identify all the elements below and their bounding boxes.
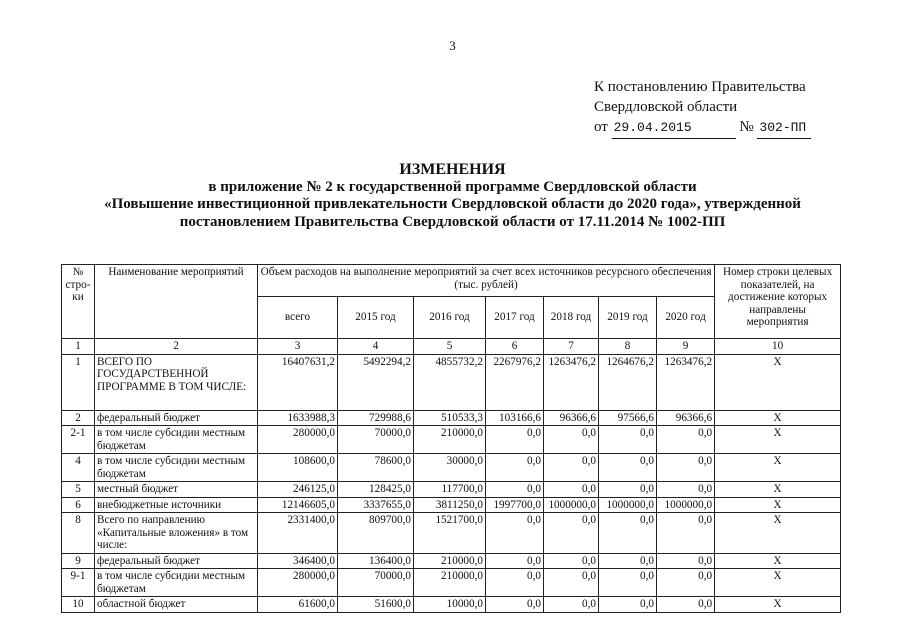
target-index: X bbox=[715, 354, 841, 410]
value-2015: 136400,0 bbox=[338, 553, 414, 569]
value-2020: 0,0 bbox=[657, 597, 715, 613]
col-number: 2 bbox=[95, 339, 258, 355]
col-number: 6 bbox=[486, 339, 544, 355]
value-2017: 0,0 bbox=[486, 426, 544, 454]
number-prefix: № bbox=[739, 119, 754, 135]
value-2019: 0,0 bbox=[599, 569, 657, 597]
table-row bbox=[62, 426, 841, 454]
value-2017: 0,0 bbox=[486, 553, 544, 569]
value-2016: 10000,0 bbox=[414, 597, 486, 613]
value-total: 16407631,2 bbox=[258, 354, 338, 410]
value-2020: 0,0 bbox=[657, 553, 715, 569]
header-total: всего bbox=[258, 297, 338, 339]
value-2017: 103166,6 bbox=[486, 410, 544, 426]
header-2018: 2018 год bbox=[544, 297, 599, 339]
row-number: 2-1 bbox=[62, 426, 95, 454]
value-2015: 128425,0 bbox=[338, 482, 414, 498]
target-index: X bbox=[715, 497, 841, 513]
page-number: 3 bbox=[449, 38, 456, 53]
value-2020: 0,0 bbox=[657, 454, 715, 482]
col-number: 8 bbox=[599, 339, 657, 355]
header-row-no: № стро-ки bbox=[62, 265, 95, 339]
row-name: в том числе субсидии местным бюджетам bbox=[95, 569, 258, 597]
value-2017: 2267976,2 bbox=[486, 354, 544, 410]
title-line-3: «Повышение инвестиционной привлекательности Свердловской области до 2020 года», утвержденной bbox=[104, 196, 801, 212]
value-2017: 1997700,0 bbox=[486, 497, 544, 513]
row-number: 8 bbox=[62, 513, 95, 554]
table-row bbox=[62, 354, 841, 410]
approval-date-line bbox=[594, 117, 811, 139]
row-name: областной бюджет bbox=[95, 597, 258, 613]
value-2019: 0,0 bbox=[599, 454, 657, 482]
col-number: 9 bbox=[657, 339, 715, 355]
row-name: Всего по направлению «Капитальные вложения» в том числе: bbox=[95, 513, 258, 554]
row-name: в том числе субсидии местным бюджетам bbox=[95, 454, 258, 482]
target-index: X bbox=[715, 454, 841, 482]
target-index: X bbox=[715, 553, 841, 569]
row-number: 10 bbox=[62, 597, 95, 613]
table-body bbox=[62, 354, 841, 612]
value-2016: 117700,0 bbox=[414, 482, 486, 498]
col-number: 1 bbox=[62, 339, 95, 355]
approval-block bbox=[594, 77, 811, 139]
row-number: 9 bbox=[62, 553, 95, 569]
value-2018: 96366,6 bbox=[544, 410, 599, 426]
value-2016: 3811250,0 bbox=[414, 497, 486, 513]
col-number: 4 bbox=[338, 339, 414, 355]
approval-line-2: Свердловской области bbox=[594, 99, 738, 115]
table-row bbox=[62, 497, 841, 513]
value-total: 346400,0 bbox=[258, 553, 338, 569]
value-2019: 1264676,2 bbox=[599, 354, 657, 410]
value-2020: 96366,6 bbox=[657, 410, 715, 426]
value-2016: 30000,0 bbox=[414, 454, 486, 482]
table-row bbox=[62, 597, 841, 613]
value-2017: 0,0 bbox=[486, 513, 544, 554]
value-2016: 1521700,0 bbox=[414, 513, 486, 554]
col-number: 5 bbox=[414, 339, 486, 355]
value-2018: 0,0 bbox=[544, 553, 599, 569]
table-row bbox=[62, 410, 841, 426]
col-number: 7 bbox=[544, 339, 599, 355]
value-total: 12146605,0 bbox=[258, 497, 338, 513]
value-2015: 729988,6 bbox=[338, 410, 414, 426]
approval-date: 29.04.2015 bbox=[612, 118, 736, 139]
value-2017: 0,0 bbox=[486, 454, 544, 482]
approval-number: 302-ПП bbox=[757, 118, 811, 139]
value-2019: 0,0 bbox=[599, 513, 657, 554]
header-target: Номер строки целевых показателей, на достижение которых направлены мероприятия bbox=[715, 265, 841, 339]
target-index: X bbox=[715, 410, 841, 426]
row-number: 6 bbox=[62, 497, 95, 513]
table-row bbox=[62, 454, 841, 482]
value-2020: 0,0 bbox=[657, 482, 715, 498]
title-line-1: ИЗМЕНЕНИЯ bbox=[399, 161, 506, 178]
row-number: 5 bbox=[62, 482, 95, 498]
title-line-2: в приложение № 2 к государственной программе Свердловской области bbox=[208, 178, 697, 195]
table-row bbox=[62, 482, 841, 498]
row-number: 4 bbox=[62, 454, 95, 482]
value-2017: 0,0 bbox=[486, 482, 544, 498]
value-2018: 0,0 bbox=[544, 482, 599, 498]
header-volume: Объем расходов на выполнение мероприятий за счет всех источников ресурсного обеспечения (тыс. рублей) bbox=[258, 265, 715, 297]
value-2020: 0,0 bbox=[657, 426, 715, 454]
header-name: Наименование мероприятий bbox=[95, 265, 258, 339]
value-2017: 0,0 bbox=[486, 597, 544, 613]
value-2020: 1000000,0 bbox=[657, 497, 715, 513]
row-name: ВСЕГО ПО ГОСУДАРСТВЕННОЙ ПРОГРАММЕ В ТОМ ЧИСЛЕ: bbox=[95, 354, 258, 410]
target-index: X bbox=[715, 569, 841, 597]
value-2015: 78600,0 bbox=[338, 454, 414, 482]
value-total: 2331400,0 bbox=[258, 513, 338, 554]
value-2016: 510533,3 bbox=[414, 410, 486, 426]
value-2016: 4855732,2 bbox=[414, 354, 486, 410]
value-2018: 1263476,2 bbox=[544, 354, 599, 410]
row-name: местный бюджет bbox=[95, 482, 258, 498]
value-2018: 0,0 bbox=[544, 569, 599, 597]
value-2016: 210000,0 bbox=[414, 569, 486, 597]
value-2015: 5492294,2 bbox=[338, 354, 414, 410]
value-2019: 97566,6 bbox=[599, 410, 657, 426]
row-name: внебюджетные источники bbox=[95, 497, 258, 513]
row-name: федеральный бюджет bbox=[95, 410, 258, 426]
header-2015: 2015 год bbox=[338, 297, 414, 339]
value-total: 246125,0 bbox=[258, 482, 338, 498]
row-name: в том числе субсидии местным бюджетам bbox=[95, 426, 258, 454]
target-index: X bbox=[715, 513, 841, 554]
table-row bbox=[62, 553, 841, 569]
value-2015: 809700,0 bbox=[338, 513, 414, 554]
value-2019: 0,0 bbox=[599, 553, 657, 569]
row-name: федеральный бюджет bbox=[95, 553, 258, 569]
target-index: X bbox=[715, 597, 841, 613]
value-2018: 0,0 bbox=[544, 597, 599, 613]
value-2017: 0,0 bbox=[486, 569, 544, 597]
value-2019: 0,0 bbox=[599, 482, 657, 498]
expenditure-table bbox=[61, 264, 841, 613]
value-2020: 0,0 bbox=[657, 569, 715, 597]
value-2018: 1000000,0 bbox=[544, 497, 599, 513]
value-total: 1633988,3 bbox=[258, 410, 338, 426]
value-total: 280000,0 bbox=[258, 569, 338, 597]
value-2015: 70000,0 bbox=[338, 426, 414, 454]
col-number: 3 bbox=[258, 339, 338, 355]
title-line-4: постановлением Правительства Свердловской области от 17.11.2014 № 1002-ПП bbox=[179, 213, 726, 230]
value-2015: 51600,0 bbox=[338, 597, 414, 613]
value-2015: 70000,0 bbox=[338, 569, 414, 597]
value-total: 61600,0 bbox=[258, 597, 338, 613]
header-2017: 2017 год bbox=[486, 297, 544, 339]
row-number: 1 bbox=[62, 354, 95, 410]
value-2019: 1000000,0 bbox=[599, 497, 657, 513]
value-2018: 0,0 bbox=[544, 513, 599, 554]
value-2018: 0,0 bbox=[544, 426, 599, 454]
row-number: 9-1 bbox=[62, 569, 95, 597]
document-title bbox=[0, 161, 905, 231]
value-2019: 0,0 bbox=[599, 426, 657, 454]
value-total: 280000,0 bbox=[258, 426, 338, 454]
target-index: X bbox=[715, 426, 841, 454]
date-prefix: от bbox=[594, 119, 608, 135]
table-row bbox=[62, 513, 841, 554]
header-2016: 2016 год bbox=[414, 297, 486, 339]
row-number: 2 bbox=[62, 410, 95, 426]
value-total: 108600,0 bbox=[258, 454, 338, 482]
value-2020: 1263476,2 bbox=[657, 354, 715, 410]
value-2015: 3337655,0 bbox=[338, 497, 414, 513]
column-number-row bbox=[62, 339, 841, 355]
table-row bbox=[62, 569, 841, 597]
value-2020: 0,0 bbox=[657, 513, 715, 554]
value-2016: 210000,0 bbox=[414, 426, 486, 454]
value-2019: 0,0 bbox=[599, 597, 657, 613]
target-index: X bbox=[715, 482, 841, 498]
col-number: 10 bbox=[715, 339, 841, 355]
header-2019: 2019 год bbox=[599, 297, 657, 339]
header-2020: 2020 год bbox=[657, 297, 715, 339]
value-2018: 0,0 bbox=[544, 454, 599, 482]
approval-line-1: К постановлению Правительства bbox=[594, 79, 806, 95]
value-2016: 210000,0 bbox=[414, 553, 486, 569]
